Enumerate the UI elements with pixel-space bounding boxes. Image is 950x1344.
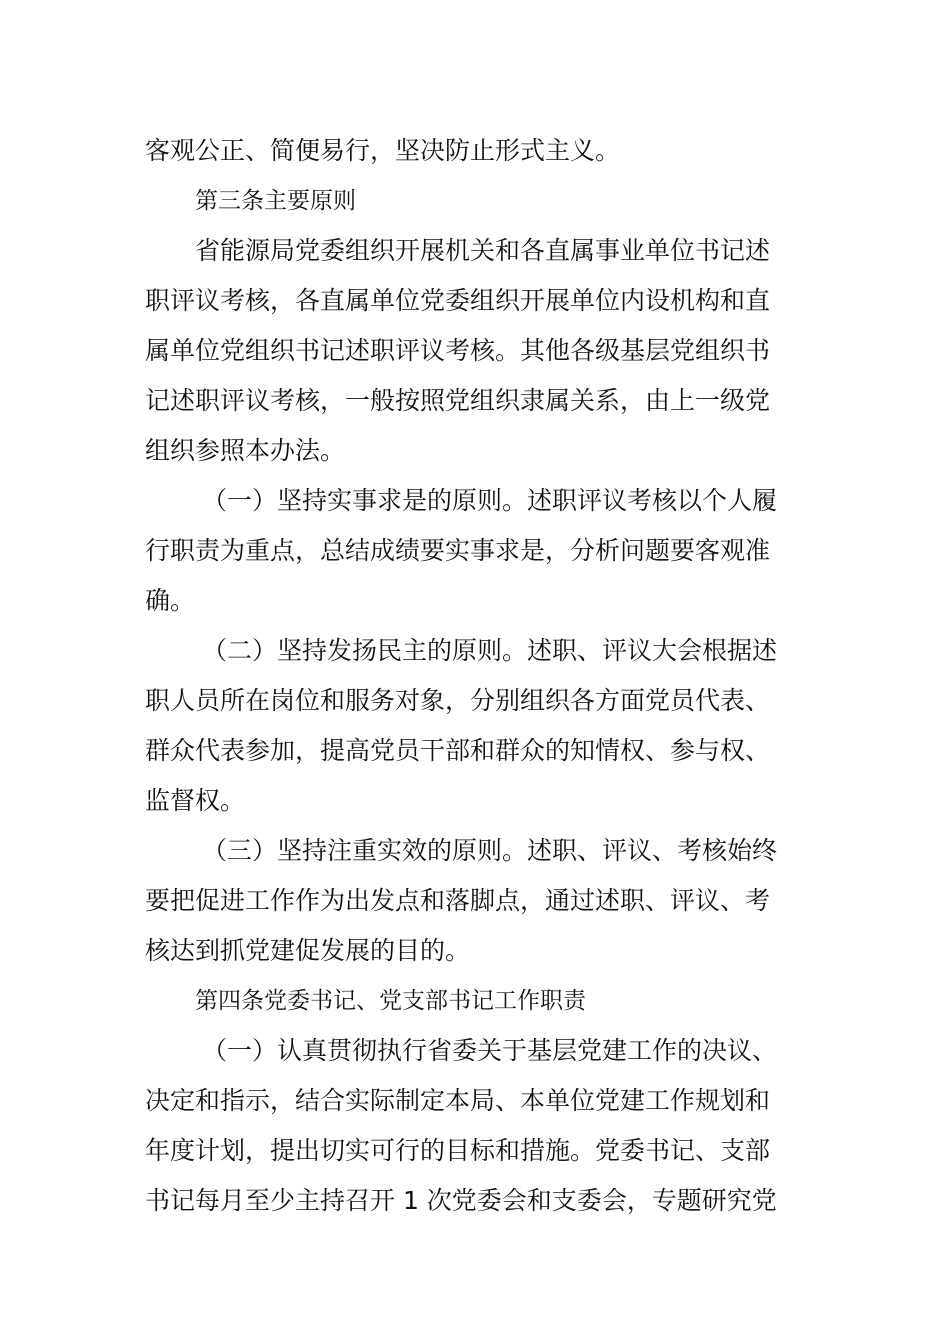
- text-line: 要把促进工作作为出发点和落脚点，通过述职、评议、考: [145, 886, 771, 915]
- text-line: 职评议考核，各直属单位党委组织开展单位内设机构和直: [145, 286, 771, 315]
- text-line: 书记每月至少主持召开 1 次党委会和支委会，专题研究党: [145, 1186, 777, 1215]
- text-line: 确。: [145, 586, 196, 615]
- text-line: 职人员所在岗位和服务对象，分别组织各方面党员代表、: [145, 686, 771, 715]
- text-line: 决定和指示，结合实际制定本局、本单位党建工作规划和: [145, 1086, 771, 1115]
- paragraph-first-line: （一）坚持实事求是的原则。述职评议考核以个人履: [202, 486, 778, 515]
- text-line: 组织参照本办法。: [145, 436, 346, 465]
- text-line: 记述职评议考核，一般按照党组织隶属关系，由上一级党: [145, 386, 771, 415]
- text-line: 行职责为重点，总结成绩要实事求是，分析问题要客观准: [145, 536, 771, 565]
- text-line: 年度计划，提出切实可行的目标和措施。党委书记、支部: [145, 1136, 771, 1165]
- paragraph-first-line: （二）坚持发扬民主的原则。述职、评议大会根据述: [202, 636, 778, 665]
- text-line: 核达到抓党建促发展的目的。: [145, 936, 471, 965]
- paragraph-first-line: （三）坚持注重实效的原则。述职、评议、考核始终: [202, 836, 778, 865]
- text-line: 属单位党组织书记述职评议考核。其他各级基层党组织书: [145, 336, 771, 365]
- section-heading: 第三条主要原则: [195, 188, 356, 214]
- paragraph-first-line: 省能源局党委组织开展机关和各直属事业单位书记述: [195, 236, 771, 265]
- text-line: 监督权。: [145, 786, 246, 815]
- paragraph-first-line: （一）认真贯彻执行省委关于基层党建工作的决议、: [202, 1036, 778, 1065]
- text-line: 客观公正、简便易行，坚决防止形式主义。: [145, 136, 621, 165]
- section-heading: 第四条党委书记、党支部书记工作职责: [195, 988, 586, 1014]
- text-line: 群众代表参加，提高党员干部和群众的知情权、参与权、: [145, 736, 771, 765]
